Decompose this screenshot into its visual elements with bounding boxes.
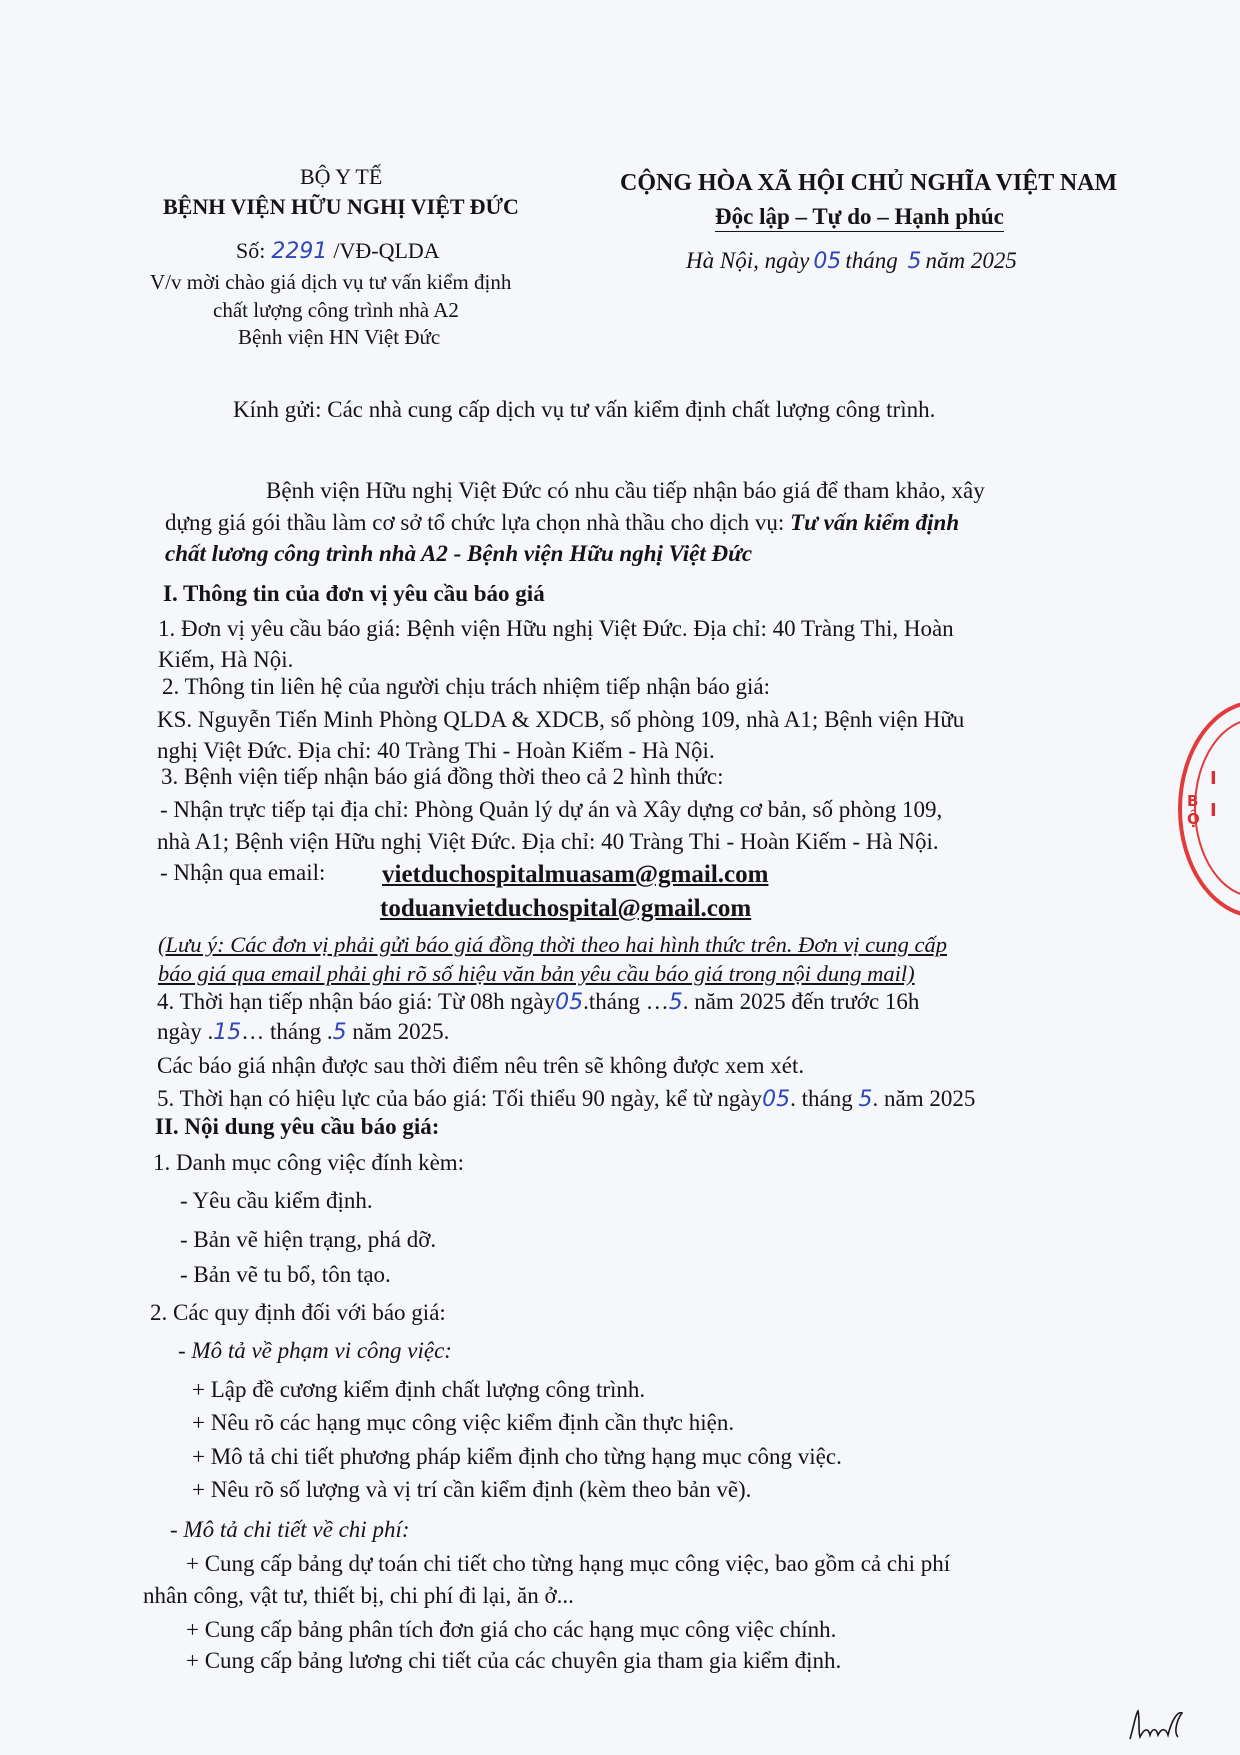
date-day: 05 xyxy=(813,249,842,274)
number-suffix: /VĐ-QLDA xyxy=(333,238,440,263)
cost-item-2: + Cung cấp bảng phân tích đơn giá cho các hạng mục công việc chính. xyxy=(186,1617,837,1642)
section-1-heading: I. Thông tin của đơn vị yêu cầu báo giá xyxy=(163,581,545,606)
s1-item3-line2: - Nhận trực tiếp tại địa chỉ: Phòng Quản lý dự án và Xây dựng cơ bản, số phòng 109, xyxy=(160,797,943,822)
s2-item1-sub1: - Yêu cầu kiểm định. xyxy=(180,1188,373,1213)
document-number xyxy=(236,238,440,264)
s1-item5 xyxy=(157,1086,975,1112)
s2-item1: 1. Danh mục công việc đính kèm: xyxy=(153,1150,465,1175)
item4-day1: 05 xyxy=(555,990,584,1015)
country-name: CỘNG HÒA XÃ HỘI CHỦ NGHĨA VIỆT NAM xyxy=(620,170,1118,196)
number-prefix: Số: xyxy=(236,238,266,263)
s1-item4-line1 xyxy=(157,989,919,1015)
s2-item1-sub3: - Bản vẽ tu bổ, tôn tạo. xyxy=(180,1262,391,1287)
item4-text-2: .tháng … xyxy=(583,989,669,1014)
s2-item2: 2. Các quy định đối với báo giá: xyxy=(150,1300,446,1325)
s1-item4-line3: Các báo giá nhận được sau thời điểm nêu trên sẽ không được xem xét. xyxy=(157,1053,805,1078)
stamp-mark-1: I xyxy=(1210,768,1217,789)
stamp-letter-1: B xyxy=(1187,792,1199,810)
s2-item1-sub2: - Bản vẽ hiện trạng, phá dỡ. xyxy=(180,1227,437,1252)
note-line-2: báo giá qua email phải ghi rõ số hiệu văn bản yêu cầu báo giá trong nội dung mail) xyxy=(158,961,915,986)
s1-item2-line3: nghị Việt Đức. Địa chỉ: 40 Tràng Thi - Hoàn Kiếm - Hà Nội. xyxy=(157,738,715,763)
email-link-2[interactable]: toduanvietduchospital@gmail.com xyxy=(380,895,752,922)
intro-line-1: Bệnh viện Hữu nghị Việt Đức có nhu cầu tiếp nhận báo giá để tham khảo, xây xyxy=(266,478,985,503)
motto: Độc lập – Tự do – Hạnh phúc xyxy=(715,204,1004,232)
scope-item-3: + Mô tả chi tiết phương pháp kiểm định cho từng hạng mục công việc. xyxy=(192,1444,842,1469)
subject-line-2: chất lượng công trình nhà A2 xyxy=(213,298,459,322)
item4-text-6: năm 2025. xyxy=(346,1019,450,1044)
service-name-part1: Tư vấn kiểm định xyxy=(790,510,960,535)
item5-day: 05 xyxy=(762,1087,791,1112)
item5-text-3: . năm 2025 xyxy=(872,1086,976,1111)
cost-heading: - Mô tả chi tiết về chi phí: xyxy=(170,1517,410,1542)
s1-item3-line3: nhà A1; Bệnh viện Hữu nghị Việt Đức. Địa chỉ: 40 Tràng Thi - Hoàn Kiếm - Hà Nội. xyxy=(157,829,939,854)
scope-item-2: + Nêu rõ các hạng mục công việc kiểm định cần thực hiện. xyxy=(192,1410,735,1435)
item4-day2: 15 xyxy=(213,1020,242,1045)
s1-item3-line1: 3. Bệnh viện tiếp nhận báo giá đồng thời theo cả 2 hình thức: xyxy=(161,764,724,789)
section-2-heading: II. Nội dung yêu cầu báo giá: xyxy=(155,1114,440,1139)
s1-item2-line2: KS. Nguyễn Tiến Minh Phòng QLDA & XDCB, số phòng 109, nhà A1; Bệnh viện Hữu xyxy=(157,707,965,732)
stamp-mark-2: I xyxy=(1210,800,1217,821)
cost-item-1-line2: nhân công, vật tư, thiết bị, chi phí đi lại, ăn ở... xyxy=(143,1583,574,1608)
hospital-name: BỆNH VIỆN HỮU NGHỊ VIỆT ĐỨC xyxy=(163,194,519,219)
date-year: năm 2025 xyxy=(925,248,1017,273)
s1-item4-line2 xyxy=(157,1019,449,1045)
recipient: Kính gửi: Các nhà cung cấp dịch vụ tư vấn kiểm định chất lượng công trình. xyxy=(233,397,936,422)
scope-item-1: + Lập đề cương kiểm định chất lượng công trình. xyxy=(192,1377,646,1402)
ministry-name: BỘ Y TẾ xyxy=(300,164,383,189)
intro-line-2 xyxy=(165,510,959,536)
item4-text-3: . năm 2025 đến trước 16h xyxy=(682,989,920,1014)
item4-month2: 5 xyxy=(332,1020,347,1045)
item5-text-1: 5. Thời hạn có hiệu lực của báo giá: Tối thiểu 90 ngày, kể từ ngày xyxy=(157,1086,763,1111)
stamp-inner-ring xyxy=(1194,718,1240,898)
item4-text-1: 4. Thời hạn tiếp nhận báo giá: Từ 08h ngày xyxy=(157,989,556,1014)
date-month-label: tháng xyxy=(845,248,898,273)
intro-line-2-text: dựng giá gói thầu làm cơ sở tổ chức lựa chọn nhà thầu cho dịch vụ: xyxy=(165,510,791,535)
service-name-part2: chất lương công trình nhà A2 - Bệnh viện Hữu nghị Việt Đức xyxy=(165,541,753,566)
number-handwritten: 2291 xyxy=(271,239,328,264)
item4-text-5: … tháng . xyxy=(241,1019,333,1044)
cost-item-1-line1: + Cung cấp bảng dự toán chi tiết cho từng hạng mục công việc, bao gồm cả chi phí xyxy=(186,1551,951,1576)
s1-item2-line1: 2. Thông tin liên hệ của người chịu trách nhiệm tiếp nhận báo giá: xyxy=(162,674,770,699)
date-month: 5 xyxy=(907,249,922,274)
scope-item-4: + Nêu rõ số lượng và vị trí cần kiểm định (kèm theo bản vẽ). xyxy=(192,1477,752,1502)
email-label: - Nhận qua email: xyxy=(160,860,326,885)
initials-signature-icon xyxy=(1126,1705,1196,1745)
stamp-letter-2: Ộ xyxy=(1187,810,1200,828)
subject-line-1: V/v mời chào giá dịch vụ tư vấn kiểm định xyxy=(150,270,512,294)
date-line xyxy=(686,248,1017,274)
note-line-1: (Lưu ý: Các đơn vị phải gửi báo giá đồng thời theo hai hình thức trên. Đơn vị cung cấp xyxy=(158,932,947,957)
item4-month1: 5 xyxy=(668,990,683,1015)
item4-text-4: ngày . xyxy=(157,1019,214,1044)
date-prefix: Hà Nội, ngày xyxy=(686,248,810,273)
s1-item1-line1: 1. Đơn vị yêu cầu báo giá: Bệnh viện Hữu nghị Việt Đức. Địa chỉ: 40 Tràng Thi, Hoàn xyxy=(158,616,954,641)
email-link-1[interactable]: vietduchospitalmuasam@gmail.com xyxy=(382,861,769,888)
official-stamp xyxy=(1178,700,1240,918)
scope-heading: - Mô tả về phạm vi công việc: xyxy=(178,1338,452,1363)
s1-item1-line2: Kiếm, Hà Nội. xyxy=(158,647,294,672)
cost-item-3: + Cung cấp bảng lương chi tiết của các chuyên gia tham gia kiểm định. xyxy=(186,1648,842,1673)
item5-text-2: . tháng xyxy=(790,1086,859,1111)
item5-month: 5 xyxy=(858,1087,873,1112)
subject-line-3: Bệnh viện HN Việt Đức xyxy=(238,325,441,349)
